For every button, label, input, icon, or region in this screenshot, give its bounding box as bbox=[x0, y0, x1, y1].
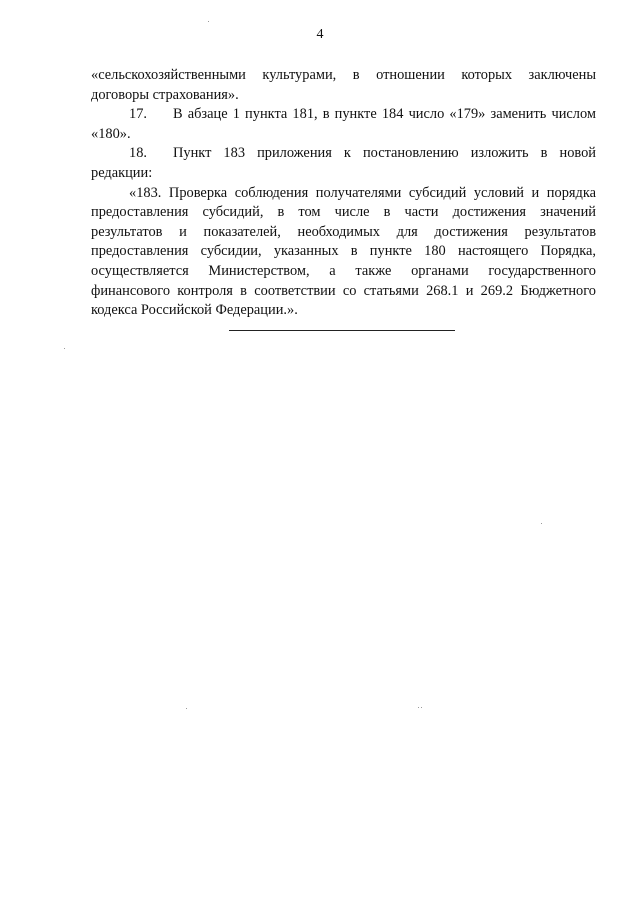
end-separator-line bbox=[229, 330, 455, 331]
text-line: результатов и показателей, необходимых для достижения результатов bbox=[91, 223, 596, 240]
text-line: финансового контроля в соответствии со статьями 268.1 и 269.2 Бюджетного bbox=[91, 282, 596, 299]
paragraph-item-18 bbox=[91, 144, 596, 183]
item-number: 18. bbox=[129, 145, 147, 162]
scan-speck bbox=[208, 21, 209, 22]
paragraph-continuation bbox=[91, 66, 596, 105]
quoted-paragraph bbox=[91, 184, 596, 321]
paragraph-item-17 bbox=[91, 105, 596, 144]
item-text: Пункт 183 приложения к постановлению изложить в новой bbox=[173, 145, 596, 162]
text-line: редакции: bbox=[91, 164, 153, 181]
text-line: кодекса Российской Федерации.». bbox=[91, 302, 298, 319]
scan-speck bbox=[186, 708, 187, 709]
text-line: «180». bbox=[91, 125, 131, 142]
text-line: «сельскохозяйственными культурами, в отношении которых заключены bbox=[91, 67, 596, 83]
item-number: 17. bbox=[129, 106, 147, 123]
page-number: 4 bbox=[316, 27, 324, 42]
text-line bbox=[91, 144, 596, 164]
scan-speck bbox=[64, 348, 65, 349]
text-line: предоставления субсидии, указанных в пункте 180 настоящего Порядка, bbox=[91, 243, 596, 260]
document-body bbox=[91, 66, 596, 321]
text-line: предоставления субсидий, в том числе в части достижения значений bbox=[91, 204, 596, 221]
scan-speck bbox=[421, 707, 422, 708]
text-line bbox=[91, 105, 596, 125]
text-line: договоры страхования». bbox=[91, 86, 239, 103]
item-text: В абзаце 1 пункта 181, в пункте 184 число «179» заменить числом bbox=[173, 106, 596, 123]
scan-speck bbox=[541, 523, 542, 524]
text-line: «183. Проверка соблюдения получателями субсидий условий и порядка bbox=[129, 184, 596, 201]
scan-speck bbox=[418, 707, 419, 708]
text-line: осуществляется Министерством, а также органами государственного bbox=[91, 262, 596, 279]
